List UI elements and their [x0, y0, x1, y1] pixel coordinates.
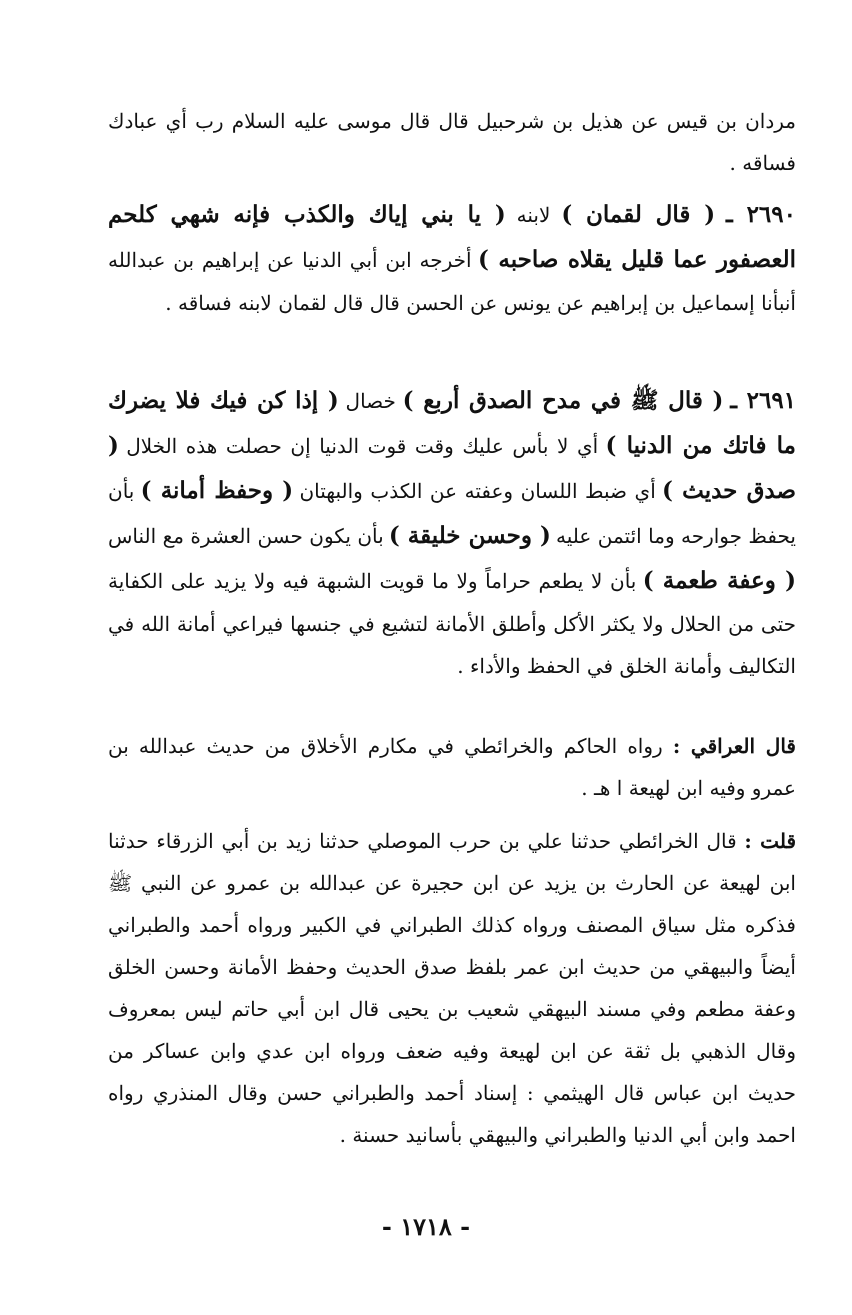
hadith-commentary: بأن يحفظ جوارحه وما ائتمن عليه	[108, 479, 796, 548]
qultu-label: قلت :	[744, 829, 796, 853]
page-number: - ١٧١٨ -	[381, 1212, 471, 1241]
hadith-quote: ( صدق حديث )	[108, 432, 797, 504]
hadith-commentary: أي ضبط اللسان وعفته عن الكذب والبهتان	[299, 479, 656, 503]
iraqi-label: قال العراقي :	[672, 734, 796, 758]
hadith-quote: ( قال ﷺ في مدح الصدق أربع )	[402, 387, 724, 414]
iraqi-paragraph	[108, 725, 796, 809]
hadith-quote: ( وحسن خليقة )	[388, 522, 551, 549]
hadith-number: ٢٦٩٠ ـ	[726, 201, 796, 228]
hadith-2690-paragraph	[108, 192, 796, 324]
iraqi-text: رواه الحاكم والخرائطي في مكارم الأخلاق من حديث عبدالله بن عمرو وفيه ابن لهيعة ا هـ .	[108, 734, 796, 800]
hadith-quote: ( وحفظ أمانة )	[140, 477, 294, 504]
intro-paragraph	[108, 100, 796, 184]
hadith-number: ٢٦٩١ ـ	[730, 387, 797, 414]
hadith-commentary: أي لا بأس عليك وقت قوت الدنيا إن حصلت هذه الخلال	[126, 434, 599, 458]
hadith-quote: ( يا بني إياك والكذب فإنه شهي كلحم العصفور عما قليل يقلاه صاحبه )	[108, 201, 796, 273]
qultu-text: قال الخرائطي حدثنا علي بن حرب الموصلي حدثنا زيد بن أبي الزرقاء حدثنا ابن لهيعة عن الحارث بن يزيد عن ابن حجيرة عن عبدالله بن عمرو عن النبي ﷺ فذكره مثل سياق المصنف ورواه كذلك الطبراني في الكبير ورواه أحمد والطبراني أيضاً والبيهقي من حديث ابن عمر بلفظ صدق الحديث وحفظ الأمانة وحسن الخلق وعفة مطعم وفي مسند البيهقي شعيب بن يحيى قال ابن أبي حاتم ليس بمعروف وقال الذهبي بل ثقة عن ابن لهيعة وفيه ضعف ورواه ابن عدي وابن عساكر من حديث ابن عباس قال الهيثمي : إسناد أحمد والطبراني حسن وقال المنذري رواه احمد وابن أبي الدنيا والطبراني والبيهقي بأسانيد حسنة .	[108, 829, 796, 1147]
intro-text: مردان بن قيس عن هذيل بن شرحبيل قال قال موسى عليه السلام رب أي عبادك فساقه .	[108, 109, 796, 175]
hadith-commentary: بأن يكون حسن العشرة مع الناس	[108, 524, 384, 548]
hadith-connector: لابنه	[516, 203, 551, 227]
qultu-paragraph	[108, 820, 796, 1156]
hadith-2691-paragraph	[108, 378, 796, 687]
hadith-commentary: أخرجه ابن أبي الدنيا عن إبراهيم بن عبدالله أنبأنا إسماعيل بن إبراهيم عن يونس عن الحسن قال قال لقمان لابنه فساقه .	[108, 248, 796, 315]
hadith-quote: ( قال لقمان )	[561, 201, 716, 228]
hadith-quote: ( إذا كن فيك فلا يضرك ما فاتك من الدنيا )	[108, 387, 796, 459]
hadith-quote: ( وعفة طعمة )	[642, 567, 796, 594]
hadith-commentary: خصال	[345, 389, 396, 413]
hadith-commentary: بأن لا يطعم حراماً ولا ما قويت الشبهة فيه ولا يزيد على الكفاية حتى من الحلال ولا يكثر الأكل وأطلق الأمانة لتشيع في جنسها فيراعي أمانة الله في التكاليف وأمانة الخلق في الحفظ والأداء .	[108, 569, 796, 678]
